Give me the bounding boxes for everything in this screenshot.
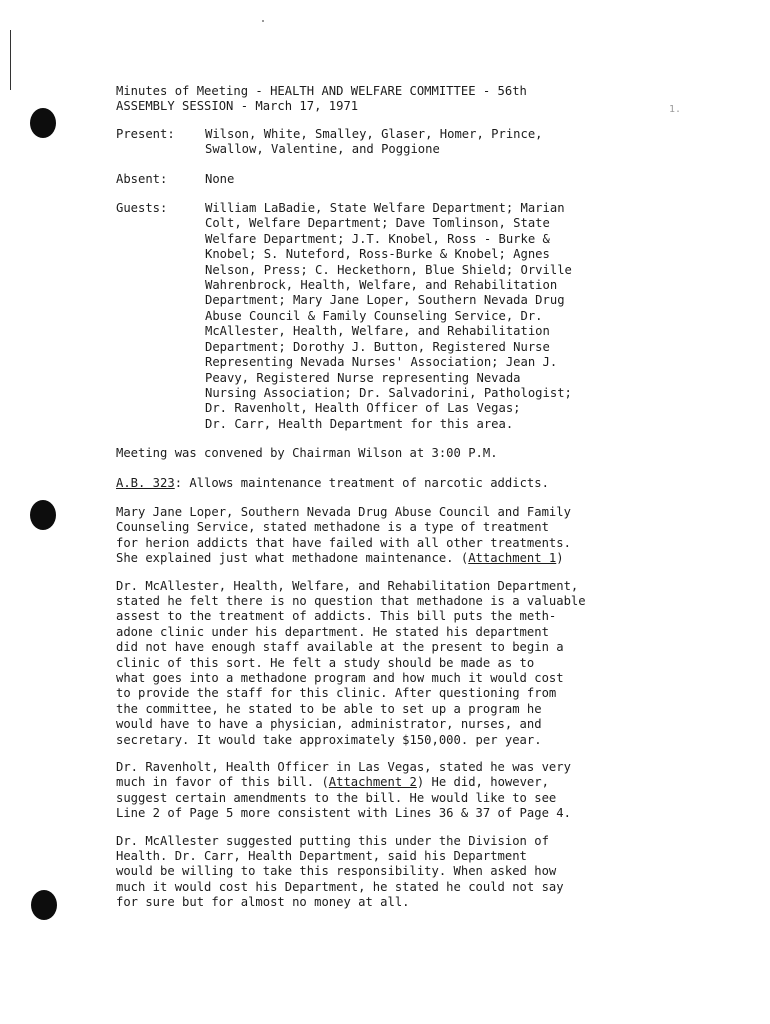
guests-label: Guests: [116,201,168,216]
convened-line: Meeting was convened by Chairman Wilson at 3:00 P.M. [116,446,498,461]
attachment-1-reference: Attachment 1 [468,551,557,566]
paragraph-loper-end: ) [556,551,564,566]
scan-speck [262,20,264,22]
punch-hole-top [30,108,56,138]
paragraph-ravenholt [116,760,716,822]
absent-label: Absent: [116,171,168,186]
present-row [116,127,716,158]
paragraph-loper [116,505,716,567]
present-value: Wilson, White, Smalley, Glaser, Homer, Prince, Swallow, Valentine, and Poggione [205,126,543,157]
paragraph-mcallester: Dr. McAllester, Health, Welfare, and Rehabilitation Department, stated he felt there is no question that methadone is a valuable assest to the treatment of addicts. This bill puts the meth- adone clinic under his department. He stated his department did not have enough staff available at the present to begin a clinic of this sort. He felt a study should be made as to what goes into a methadone program and how much it would cost to provide the staff for this clinic. After questioning from the committee, he stated to be able to set up a program he would have to have a physician, administrator, nurses, and secretary. It would take approximately $150,000. per year. [116,578,586,747]
guests-value: William LaBadie, State Welfare Department; Marian Colt, Welfare Department; Dave Tomlinson, State Welfare Department; J.T. Knobel, Ross - Burke & Knobel; S. Nuteford, Ross-Burke & Knobel; Agnes Nelson, Press; C. Heckethorn, Blue Shield; Orville Wahrenbrock, Health, Welfare, and Rehabilitation Department; Mary Jane Loper, Southern Nevada Drug Abuse Council & Family Counseling Service, Dr. McAllester, Health, Welfare, and Rehabilitation Department; Dorothy J. Button, Registered Nurse Representing Nevada Nurses' Association; Jean J. Peavy, Registered Nurse representing Nevada Nursing Association; Dr. Salvadorini, Pathologist; Dr. Ravenholt, Health Officer of Las Vegas; Dr. Carr, Health Department for this area. [205,201,572,431]
punch-hole-bottom [31,890,57,920]
bill-description: : Allows maintenance treatment of narcotic addicts. [174,475,549,490]
paragraph-division-of-health: Dr. McAllester suggested putting this under the Division of Health. Dr. Carr, Health Department, said his Department would be willing to take this responsibility. When asked how much it would cost his Department, he stated he could not say for sure but for almost no money at all. [116,833,564,910]
present-label: Present: [116,126,175,141]
paragraph-ravenholt-text: Dr. Ravenholt, Health Officer in Las Vegas, stated he was very much in favor of this bill. ( [116,760,571,790]
page-number-stamp: 1. [669,104,682,115]
bill-number: A.B. 323 [116,475,175,490]
binder-edge-mark [10,30,11,90]
paragraph-ravenholt-rest: ) He did, however, suggest certain amendments to the bill. He would like to see Line 2 of Page 5 more consistent with Lines 36 & 37 of Page 4. [116,775,571,821]
guests-row [116,201,716,432]
title-line-1: Minutes of Meeting - HEALTH AND WELFARE COMMITTEE - 56th [116,84,527,98]
absent-value: None [205,171,235,186]
title-line-2: ASSEMBLY SESSION - March 17, 1971 [116,99,359,114]
absent-row [116,172,716,187]
punch-hole-middle [30,500,56,530]
attachment-2-reference: Attachment 2 [328,775,417,790]
paragraph-loper-text: Mary Jane Loper, Southern Nevada Drug Abuse Council and Family Counseling Service, stated methadone is a type of treatment for herion addicts that have failed with all other treatments. She explained just what methadone maintenance. ( [116,504,571,566]
bill-heading [116,476,716,491]
minutes-body [116,84,716,911]
